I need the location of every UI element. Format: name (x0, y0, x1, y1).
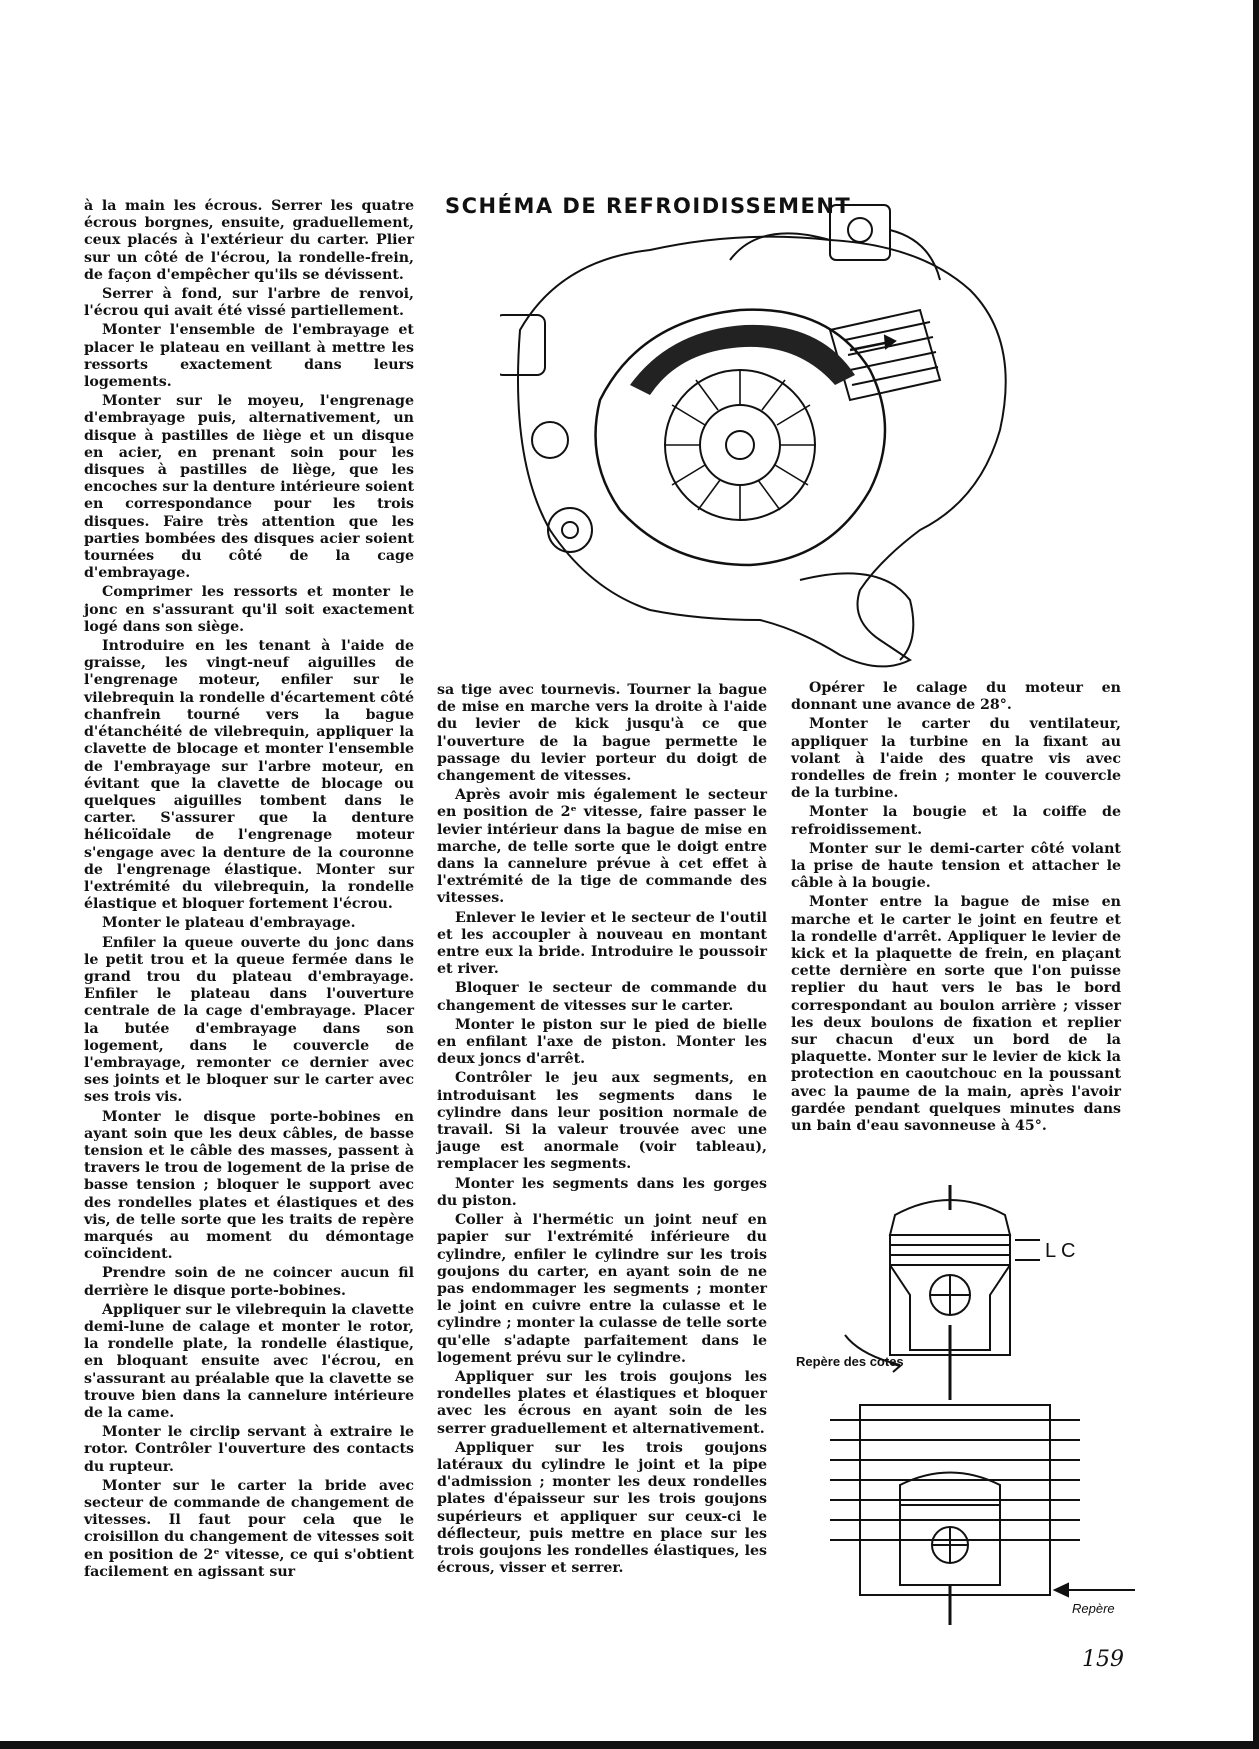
page-number: 159 (1082, 1647, 1124, 1672)
piston-cylinder-illustration (790, 1185, 1150, 1625)
paragraph: Monter sur le demi-carter côté volant la prise de haute tension et attacher le câble à la bougie. (791, 840, 1121, 892)
paragraph: Monter l'ensemble de l'embrayage et placer le plateau en veillant à mettre les ressorts exactement dans leurs logements. (84, 322, 414, 391)
paragraph: Comprimer les ressorts et monter le jonc en s'assurant qu'il soit exactement logé dans son siège. (84, 584, 414, 635)
page-edge-bottom (0, 1741, 1259, 1749)
text-column-1 (84, 198, 414, 1583)
paragraph: Monter la bougie et la coiffe de refroidissement. (791, 804, 1121, 838)
paragraph: Opérer le calage du moteur en donnant une avance de 28°. (791, 680, 1121, 714)
paragraph: Monter le disque porte-bobines en ayant soin que les deux câbles, de basse tension et le câble des masses, passent à travers le trou de logement de la prise de basse tension ; bloquer le support avec des rondelles plates et élastiques et des vis, de telle sorte que les traits de repère marqués au moment du démontage coïncident. (84, 1108, 414, 1263)
paragraph: Monter le circlip servant à extraire le rotor. Contrôler l'ouverture des contacts du rupteur. (84, 1424, 414, 1475)
engine-cooling-illustration (500, 200, 1090, 680)
paragraph: Monter le piston sur le pied de bielle en enfilant l'axe de piston. Monter les deux joncs d'arrêt. (437, 1016, 767, 1068)
paragraph: sa tige avec tournevis. Tourner la bague de mise en marche vers la droite à l'aide du levier de kick jusqu'à ce que l'ouverture de la bague permette le passage du levier porteur du doigt de changement de vitesses. (437, 682, 767, 785)
paragraph: Monter le carter du ventilateur, appliquer la turbine en la fixant au volant à l'aide des quatre vis avec rondelles de frein ; monter le couvercle de la turbine. (791, 716, 1121, 802)
paragraph: Enfiler la queue ouverte du jonc dans le petit trou et la queue fermée dans le grand trou du plateau d'embrayage. Enfiler le plateau dans l'ouverture centrale de la cage d'embrayage. Placer la butée d'embrayage dans son logement, dans le couvercle de l'embrayage, remonter ce dernier avec ses joints et le bloquer sur le carter avec ses trois vis. (84, 934, 414, 1106)
paragraph: Prendre soin de ne coincer aucun fil derrière le disque porte-bobines. (84, 1265, 414, 1299)
paragraph: Introduire en les tenant à l'aide de graisse, les vingt-neuf aiguilles de l'engrenage moteur, enfiler sur le vilebrequin la rondelle d'écartement côté chanfrein tourné vers la bague d'étanchéité de vilebrequin, appliquer la clavette de blocage et monter l'ensemble de l'embrayage sur l'arbre moteur, en évitant que la clavette de blocage ou quelques aiguilles tombent dans le carter. S'assurer que la denture hélicoïdale de l'engrenage moteur s'engage avec la denture de la couronne de l'engrenage élastique. Monter sur l'extrémité du vilebrequin, la rondelle élastique et bloquer fortement l'écrou. (84, 638, 414, 913)
paragraph: Enlever le levier et le secteur de l'outil et les accoupler à nouveau en montant entre eux la bride. Introduire le poussoir et river. (437, 909, 767, 978)
paragraph: Appliquer sur les trois goujons les rondelles plates et élastiques et bloquer avec les écrous en ayant soin de les serrer graduellement et alternativement. (437, 1368, 767, 1437)
paragraph: Monter le plateau d'embrayage. (102, 915, 356, 932)
paragraph: Coller à l'hermétic un joint neuf en papier sur l'extrémité inférieure du cylindre, enfiler le cylindre sur les trois goujons du carter, en ayant soin de ne pas endommager les segments ; monter le joint en cuivre entre la culasse et le cylindre ; monter la culasse de telle sorte qu'elle s'adapte parfaitement dans le logement prévu sur le cylindre. (437, 1212, 768, 1366)
figure-title: SCHÉMA DE REFROIDISSEMENT (445, 194, 852, 218)
text-column-2 (437, 682, 767, 1579)
text-column-3 (791, 680, 1121, 1137)
paragraph: Serrer à fond, sur l'arbre de renvoi, l'écrou qui avait été vissé partiellement. (84, 286, 414, 320)
paragraph: Appliquer sur le vilebrequin la clavette demi-lune de calage et monter le rotor, la rondelle plate, la rondelle élastique, en bloquant ensuite avec l'écrou, en s'assurant au préalable que la clavette se trouve bien dans la cannelure intérieure de la came. (84, 1301, 414, 1422)
paragraph: Contrôler le jeu aux segments, en introduisant les segments dans le cylindre dans leur position normale de travail. Si la valeur trouvée avec une jauge est anormale (voir tableau), remplacer les segments. (437, 1070, 767, 1173)
paragraph: Monter entre la bague de mise en marche et le carter le joint en feutre et la rondelle d'arrêt. Appliquer le levier de kick et la plaquette de frein, en plaçant cette dernière en sorte que l'on puisse replier du haut vers le bas le bord correspondant au boulon arrière ; visser les deux boulons de fixation et replier sur chacun d'eux un bord de la plaquette. Monter sur le levier de kick la protection en caoutchouc en la poussant avec la paume de la main, après l'avoir gardée pendant quelques minutes dans un bain d'eau savonneuse à 45°. (791, 894, 1121, 1135)
page-edge-right (1253, 0, 1259, 1749)
paragraph: Monter sur le carter la bride avec secteur de commande de changement de vitesses. Il faut pour cela que le croisillon du changement de vitesses soit en position de 2ᵉ vitesse, ce qui s'obtient facilement en agissant sur (84, 1477, 414, 1580)
cote-label: L C (1045, 1240, 1076, 1262)
paragraph: Monter sur le moyeu, l'engrenage d'embrayage puis, alternativement, un disque à pastilles de liège et un disque en acier, en prenant soin pour les disques à pastilles de liège, que les encoches sur la denture intérieure soient en correspondance pour les trois disques. Faire très attention que les parties bombées des disques acier soient tournées du côté de la cage d'embrayage. (84, 393, 414, 582)
paragraph: à la main les écrous. Serrer les quatre écrous borgnes, ensuite, graduellement, ceux placés à l'extérieur du carter. Plier sur un côté de l'écrou, la rondelle-frein, de façon d'empêcher qu'ils se dévissent. (84, 198, 414, 283)
paragraph: Monter les segments dans les gorges du piston. (437, 1175, 767, 1209)
paragraph: Appliquer sur les trois goujons latéraux du cylindre le joint et la pipe d'admission ; monter les deux rondelles plates d'épaisseur sur les trois goujons supérieurs et appliquer sur ceux-ci le déflecteur, puis mettre en place sur les trois goujons les rondelles élastiques, les écrous, visser et serrer. (437, 1439, 767, 1577)
repere-label: Repère (1072, 1601, 1115, 1616)
repere-des-cotes-label: Repère des cotes (796, 1354, 904, 1369)
paragraph: Après avoir mis également le secteur en position de 2ᵉ vitesse, faire passer le levier intérieur dans la bague de mise en marche, de telle sorte que le doigt entre dans la cannelure prévue à cet effet à l'extrémité de la tige de commande des vitesses. (437, 787, 767, 907)
paragraph: Bloquer le secteur de commande du changement de vitesses sur le carter. (437, 980, 767, 1014)
